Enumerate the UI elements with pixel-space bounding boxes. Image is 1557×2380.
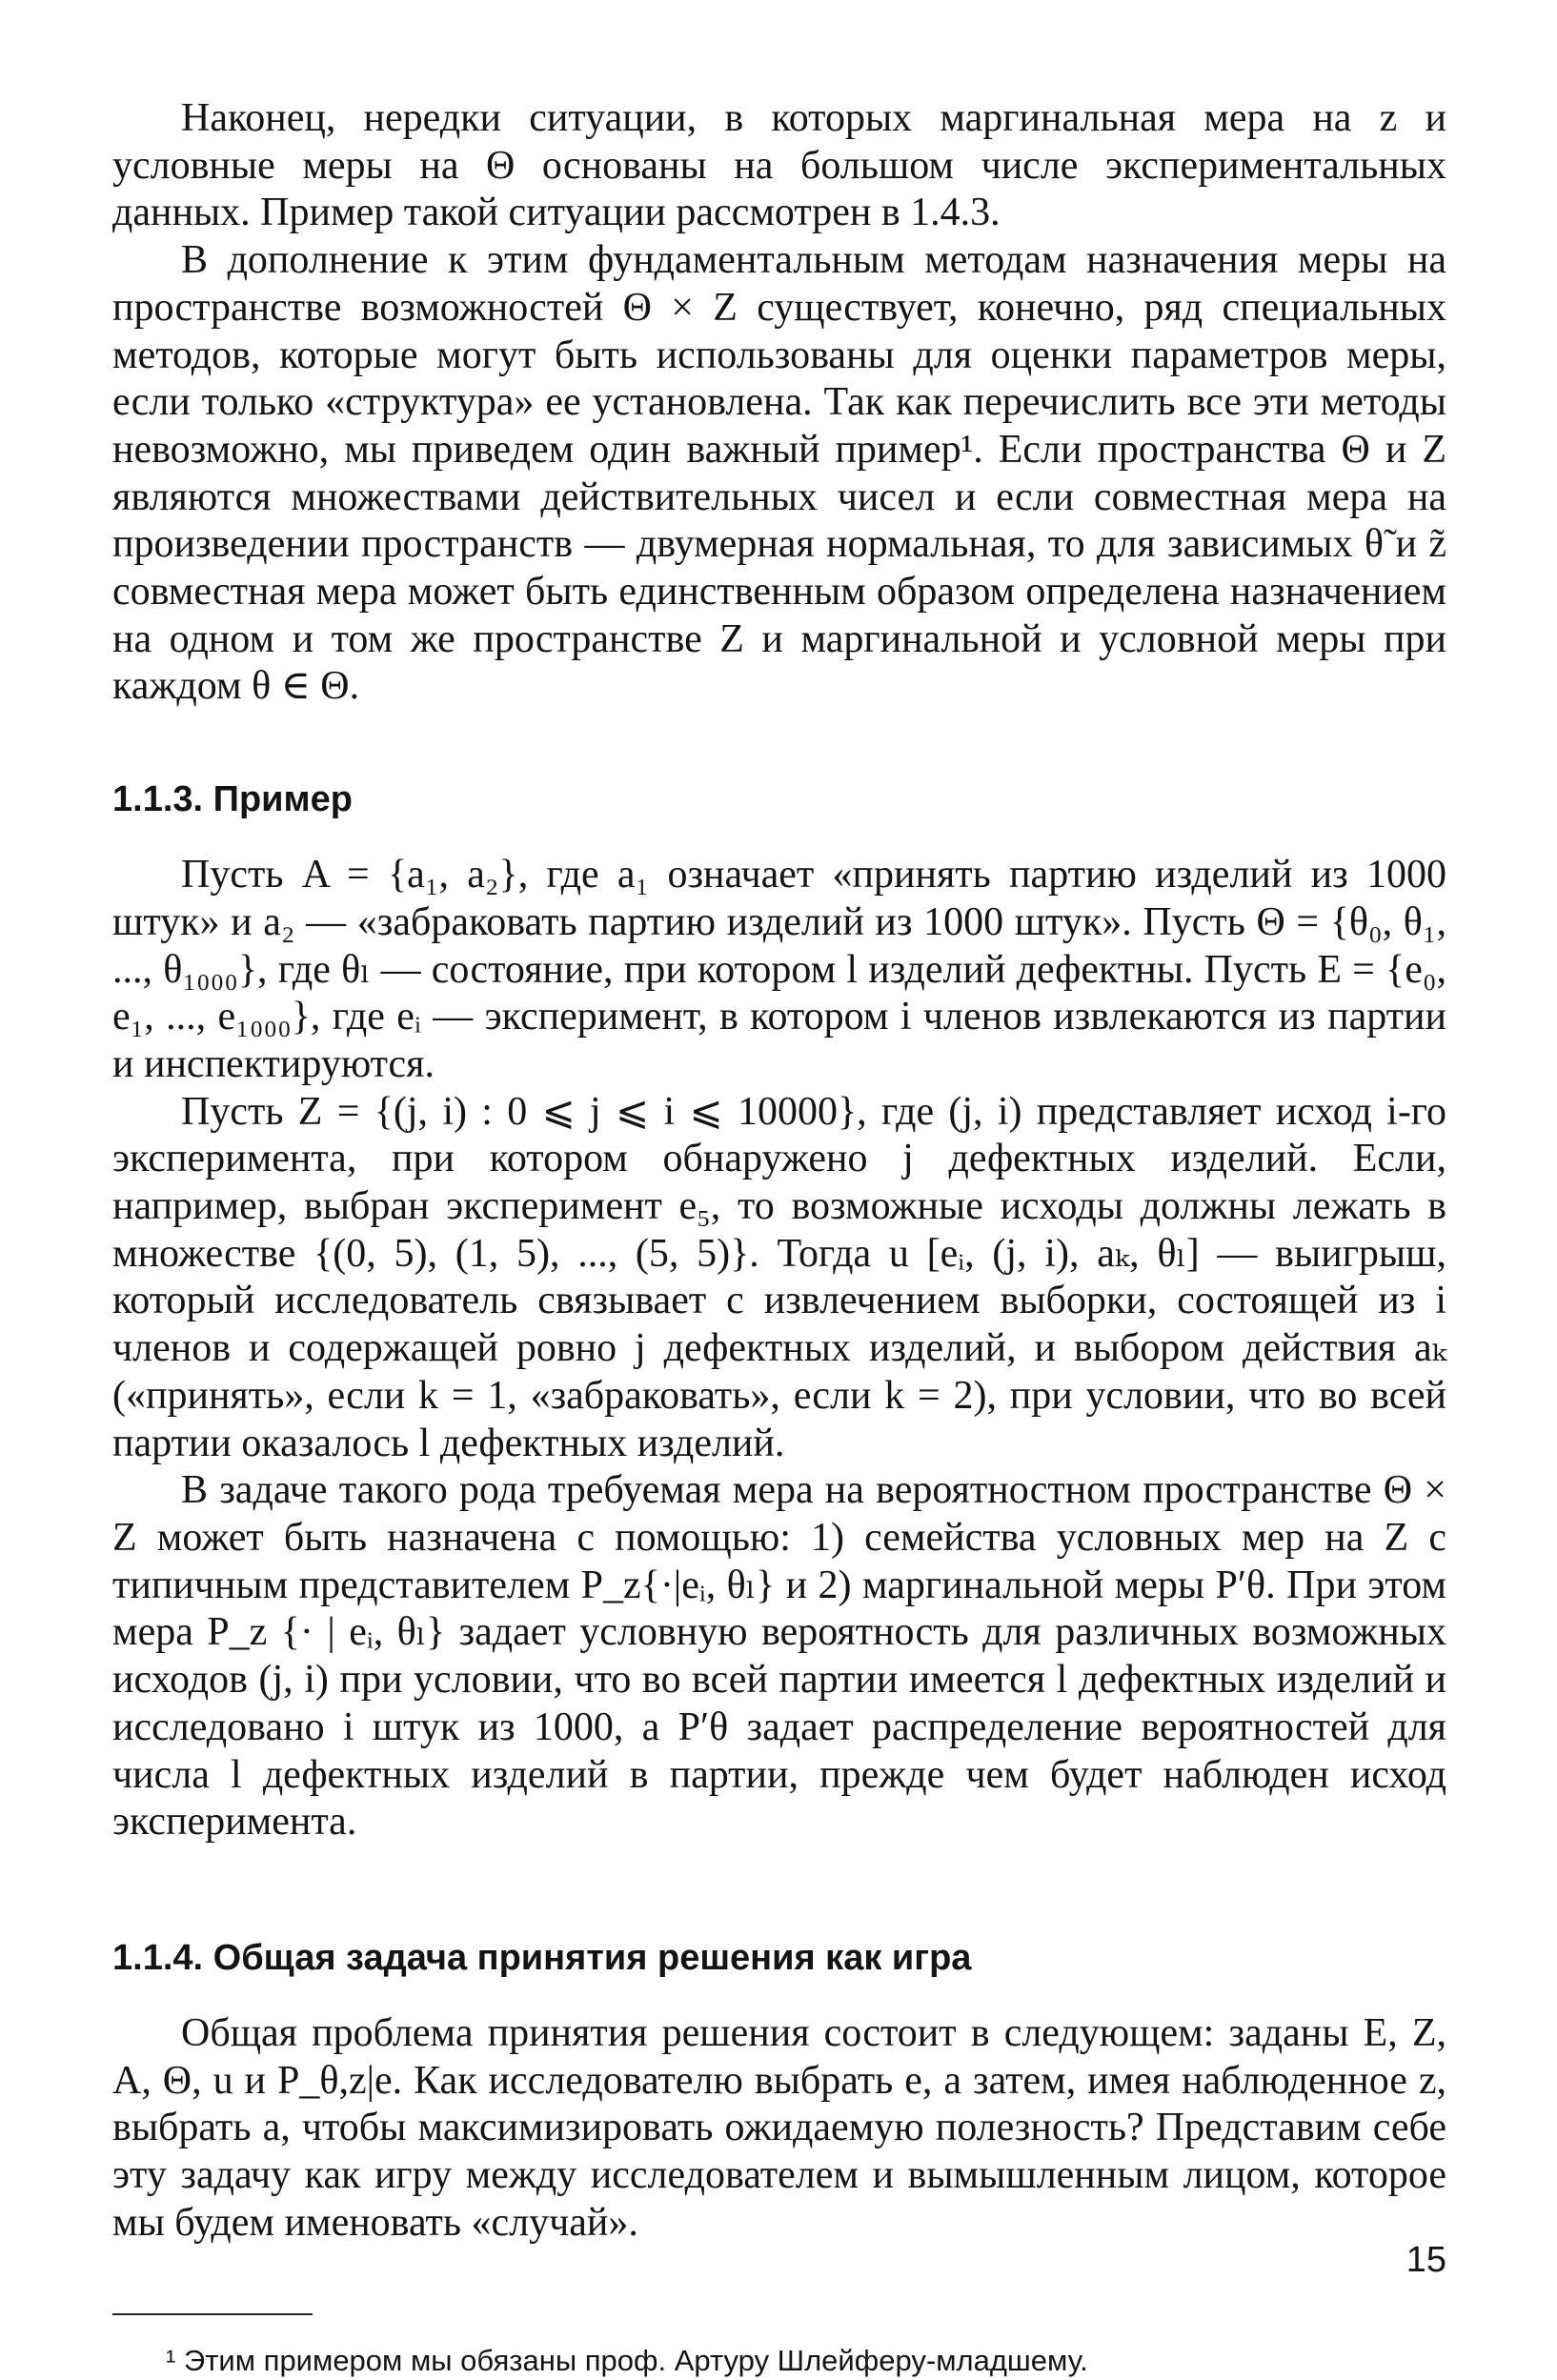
paragraph-3: Пусть A = {a₁, a₂}, где a₁ означает «принять партию изделий из 1000 штук» и a₂ — «забраковать партию изделий из 1000 штук». Пусть Θ = {θ₀, θ₁, ..., θ₁₀₀₀}, где θₗ — состояние, при котором l изделий дефектны. Пусть E = {e₀, e₁, ..., e₁₀₀₀}, где eᵢ — эксперимент, в котором i членов извлекаются из партии и инспектируются. [112,853,1446,1086]
section-heading-1-1-3: 1.1.3. Пример [112,779,353,820]
paragraph-5: В задаче такого рода требуемая мера на вероятностном пространстве Θ × Z может быть назначена с помощью: 1) семейства условных мер на Z с типичным представителем P_z{·|eᵢ, θₗ} и 2) маргинальной меры P′θ. При этом мера P_z {· | eᵢ, θₗ} задает условную вероятность для различных возможных исходов (j, i) при условии, что во всей партии имеется l дефектных изделий и исследовано i штук из 1000, а P′θ задает распределение вероятностей для числа l дефектных изделий в партии, прежде чем будет наблюден исход эксперимента. [112,1468,1446,1845]
section-heading-1-1-4: 1.1.4. Общая задача принятия решения как игра [112,1937,972,1978]
paragraph-1: Наконец, нередки ситуации, в которых маргинальная мера на z и условные меры на Θ основаны на большом числе экспериментальных данных. Пример такой ситуации рассмотрен в 1.4.3. [112,96,1446,235]
paragraph-6: Общая проблема принятия решения состоит в следующем: заданы E, Z, A, Θ, u и P_θ,z|e. Как исследователю выбрать e, а затем, имея наблюденное z, выбрать a, чтобы максимизировать ожидаемую полезность? Представим себе эту задачу как игру между исследователем и вымышленным лицом, которое мы будем именовать «случай». [112,2010,1446,2245]
footnote: ¹ Этим примером мы обязаны проф. Артуру Шлейферу-младшему. [166,2344,1088,2378]
page-body [112,95,1446,2380]
paragraph-4: Пусть Z = {(j, i) : 0 ⩽ j ⩽ i ⩽ 10000}, где (j, i) представляет исход i-го эксперимента, при котором обнаружено j дефектных изделий. Если, например, выбран эксперимент e₅, то возможные исходы должны лежать в множестве {(0, 5), (1, 5), ..., (5, 5)}. Тогда u [eᵢ, (j, i), aₖ, θₗ] — выигрыш, который исследователь связывает с извлечением выборки, состоящей из i членов и содержащей ровно j дефектных изделий, и выбором действия aₖ («принять», если k = 1, «забраковать», если k = 2), при условии, что во всей партии оказалось l дефектных изделий. [112,1089,1446,1465]
footnote-divider [112,2313,313,2315]
paragraph-2: В дополнение к этим фундаментальным методам назначения меры на пространстве возможностей Θ × Z существует, конечно, ряд специальных методов, которые могут быть использованы для оценки параметров меры, если только «структура» ее установлена. Так как перечислить все эти методы невозможно, мы приведем один важный пример¹. Если пространства Θ и Z являются множествами действительных чисел и если совместная мера на произведении пространств — двумерная нормальная, то для зависимых θ̃ и z̃ совместная мера может быть единственным образом определена назначением на одном и том же пространстве Z и маргинальной и условной меры при каждом θ ∈ Θ. [112,238,1446,709]
page-number: 15 [1405,2240,1446,2280]
